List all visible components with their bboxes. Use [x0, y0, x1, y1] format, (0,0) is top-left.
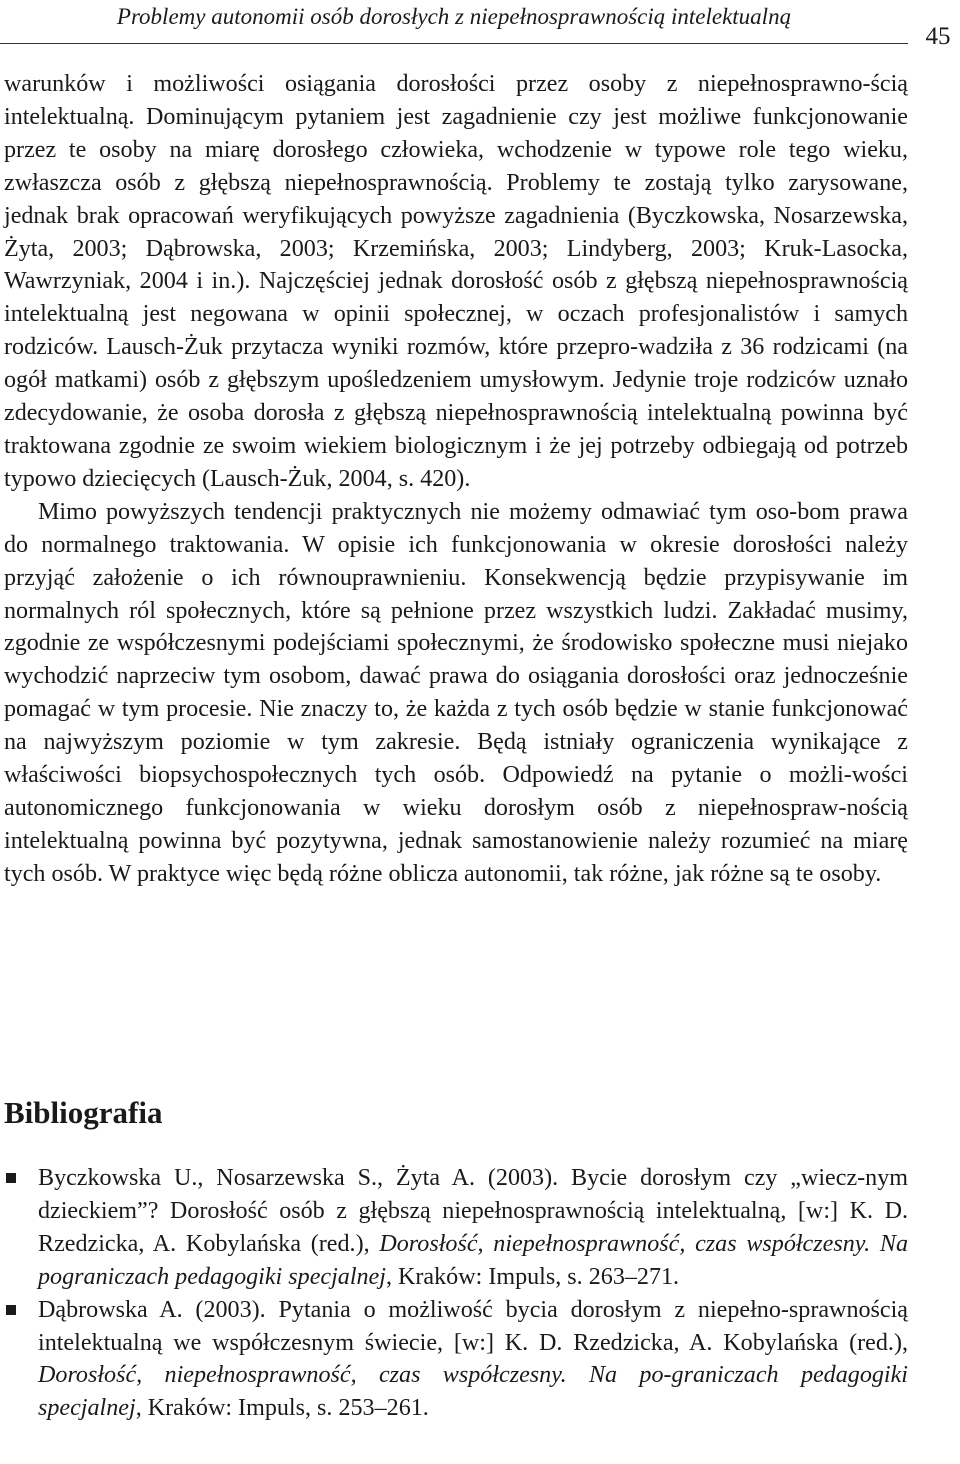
bibliography-list — [4, 1162, 908, 1425]
entry-title: Dorosłość, niepełnosprawność, czas współczesny. Na po-graniczach pedagogiki specjalnej — [38, 1362, 908, 1422]
square-bullet-icon — [6, 1305, 16, 1315]
entry-publisher: , Kraków: Impuls, s. 253–261. — [135, 1395, 429, 1422]
bibliography-entry — [4, 1162, 908, 1294]
entry-text: Dąbrowska A. (2003). Pytania o możliwość bycia dorosłym z niepełno-sprawnością intelektualną we współczesnym świecie, [w:] K. D. Rzedzicka, A. Kobylańska (red.), — [38, 1296, 908, 1356]
paragraph: Mimo powyższych tendencji praktycznych nie możemy odmawiać tym oso-bom prawa do normalnego traktowania. W opisie ich funkcjonowania w okresie dorosłości należy przyjąć założenie o ich równouprawnieniu. Konsekwencją będzie przypisywanie im normalnych ról społecznych, które są pełnione przez wszystkich ludzi. Zakładać musimy, zgodnie ze współczesnymi podejściami społecznymi, że środowisko społeczne musi niejako wychodzić naprzeciw tym osobom, dawać prawa do osiągania dorosłości oraz jednocześnie pomagać w tym procesie. Nie znaczy to, że każda z tych osób będzie w stanie funkcjonować na najwyższym poziomie w tym zakresie. Będą istniały ograniczenia wynikające z właściwości biopsychospołecznych tych osób. Odpowiedź na pytanie o możli-wości autonomicznego funkcjonowania w wieku dorosłym osób z niepełnospraw-nością intelektualną powinna być pozytywna, jednak samostanowienie należy rozumieć na miarę tych osób. W praktyce więc będą różne oblicza autonomii, tak różne, jak różne są te osoby. — [4, 498, 908, 887]
entry-title: Dorosłość, niepełnosprawność, czas współczesny. Na pograniczach pedagogiki specjalnej — [38, 1230, 908, 1290]
paragraph: warunków i możliwości osiągania dorosłości przez osoby z niepełnosprawno-ścią intelektualną. Dominującym pytaniem jest zagadnienie czy jest możliwe funkcjonowanie przez te osoby na miarę dorosłego człowieka, wchodzenie w typowe role tego wieku, zwłaszcza osób z głębszą niepełnosprawnością. Problemy te zostają tylko zarysowane, jednak brak opracowań weryfikujących powyższe zagadnienia (Byczkowska, Nosarzewska, Żyta, 2003; Dąbrowska, 2003; Krzemińska, 2003; Lindyberg, 2003; Kruk-Lasocka, Wawrzyniak, 2004 i in.). Najczęściej jednak dorosłość osób z głębszą niepełnosprawnością intelektualną jest negowana w opinii społecznej, w oczach profesjonalistów i samych rodziców. Lausch-Żuk przytacza wyniki rozmów, które przepro-wadziła z 36 rodzicami (na ogół matkami) osób z głębszym upośledzeniem umysłowym. Jedynie troje rodziców uznało zdecydowanie, że osoba dorosła z głębszą niepełnosprawnością intelektualną powinna być traktowana zgodnie ze swoim wiekiem biologicznym i że jej potrzeby odbiegają od potrzeb typowo dziecięcych (Lausch-Żuk, 2004, s. 420). — [4, 71, 908, 492]
entry-publisher: , Kraków: Impuls, s. 263–271. — [385, 1263, 680, 1290]
running-head: Problemy autonomii osób dorosłych z niepełnosprawnością intelektualną — [116, 4, 792, 29]
header-rule — [0, 43, 908, 44]
bibliography-entry — [4, 1294, 908, 1426]
body-text — [4, 68, 908, 891]
page-number: 45 — [925, 23, 951, 50]
bibliography-heading: Bibliografia — [4, 1095, 163, 1130]
square-bullet-icon — [6, 1173, 16, 1183]
entry-text: Byczkowska U., Nosarzewska S., Żyta A. (2003). Bycie dorosłym czy „wiecz-nym dzieckiem”? Dorosłość osób z głębszą niepełnosprawnością intelektualną, [w:] K. D. Rzedzicka, A. Kobylańska (red.), — [38, 1165, 908, 1257]
